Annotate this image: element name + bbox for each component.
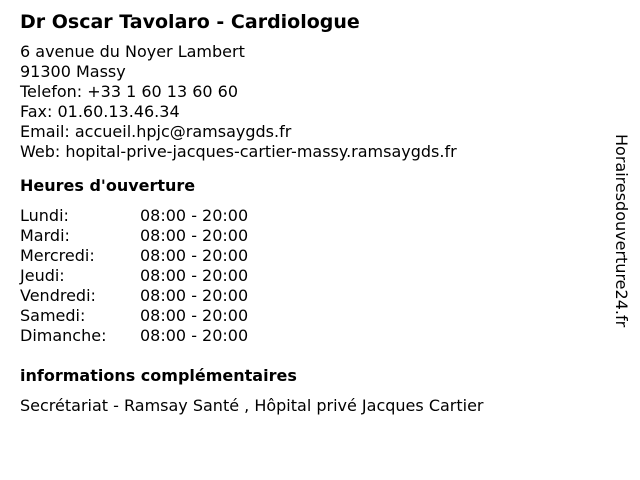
hours-day: Samedi: bbox=[20, 306, 86, 325]
info-text: Secrétariat - Ramsay Santé , Hôpital privé Jacques Cartier bbox=[20, 396, 484, 415]
hours-time: 08:00 - 20:00 bbox=[140, 226, 249, 245]
hours-time: 08:00 - 20:00 bbox=[140, 246, 249, 265]
contact-details bbox=[20, 42, 595, 162]
hours-day: Mardi: bbox=[20, 226, 70, 245]
phone-text: Telefon: +33 1 60 13 60 60 bbox=[20, 82, 239, 101]
hours-time: 08:00 - 20:00 bbox=[140, 286, 249, 305]
address-line-1: 6 avenue du Noyer Lambert bbox=[20, 42, 245, 61]
hours-row bbox=[20, 286, 595, 306]
page-title: Dr Oscar Tavolaro - Cardiologue bbox=[20, 11, 360, 33]
hours-time: 08:00 - 20:00 bbox=[140, 266, 249, 285]
hours-time: 08:00 - 20:00 bbox=[140, 206, 249, 225]
brand-watermark: Horairesdouverture24.fr bbox=[612, 134, 631, 328]
hours-heading: Heures d'ouverture bbox=[20, 176, 196, 195]
practice-card bbox=[20, 10, 595, 416]
hours-day: Dimanche: bbox=[20, 326, 107, 345]
hours-row bbox=[20, 306, 595, 326]
hours-row bbox=[20, 246, 595, 266]
address-line-2: 91300 Massy bbox=[20, 62, 126, 81]
hours-time: 08:00 - 20:00 bbox=[140, 306, 249, 325]
hours-day: Jeudi: bbox=[20, 266, 65, 285]
hours-table bbox=[20, 206, 595, 346]
hours-row bbox=[20, 266, 595, 286]
fax-text: Fax: 01.60.13.46.34 bbox=[20, 102, 180, 121]
web-text: Web: hopital-prive-jacques-cartier-massy.ramsaygds.fr bbox=[20, 142, 457, 161]
email-text: Email: accueil.hpjc@ramsaygds.fr bbox=[20, 122, 292, 141]
info-heading: informations complémentaires bbox=[20, 366, 297, 385]
hours-row bbox=[20, 226, 595, 246]
hours-time: 08:00 - 20:00 bbox=[140, 326, 249, 345]
hours-row bbox=[20, 326, 595, 346]
hours-row bbox=[20, 206, 595, 226]
hours-day: Lundi: bbox=[20, 206, 69, 225]
hours-day: Mercredi: bbox=[20, 246, 95, 265]
hours-day: Vendredi: bbox=[20, 286, 96, 305]
brand-area bbox=[611, 134, 631, 374]
